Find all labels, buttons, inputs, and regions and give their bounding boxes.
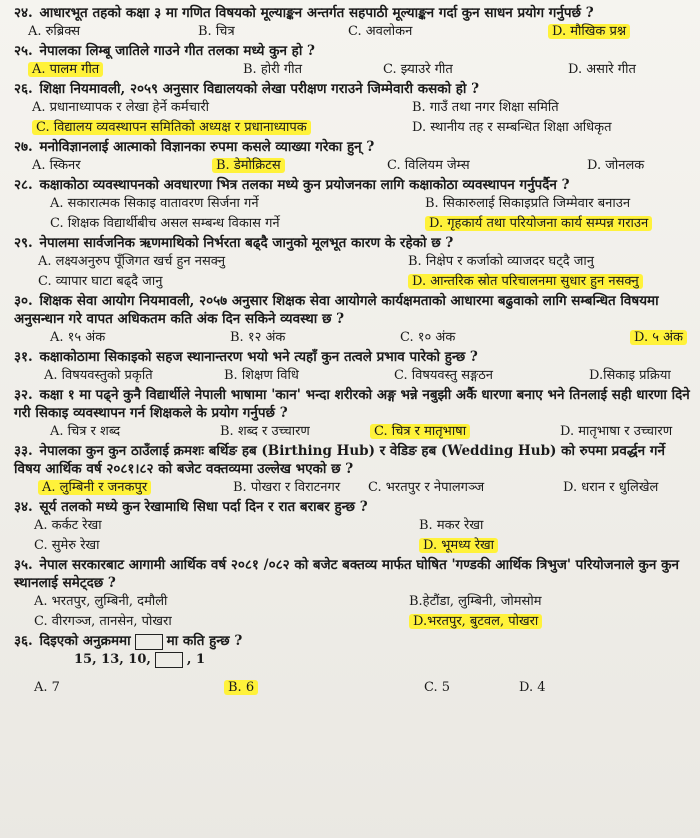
option-a[interactable]: A. लक्ष्यअनुरुप पूँजिगत खर्च हुन नसक्नु [38,254,226,269]
option-b-answer[interactable] [224,678,424,698]
option-c[interactable]: C. शिक्षक विद्यार्थीबीच असल सम्बन्ध विकास गर्ने [50,216,280,231]
answer-highlight: D. भूमध्य रेखा [419,538,498,553]
option-b[interactable]: B. सिकारुलाई सिकाइप्रति जिम्मेवार बनाउन [425,196,631,211]
option-c[interactable]: C. अवलोकन [348,24,413,39]
option-c[interactable]: C. सुमेरु रेखा [34,538,100,553]
option-d-answer[interactable] [548,22,700,42]
question-number: ३०. [14,293,33,309]
option-d[interactable]: D. 4 [519,680,546,695]
option-a[interactable]: A. भरतपुर, लुम्बिनी, दमौली [34,594,168,609]
question-number: ३२. [14,387,33,403]
question-number: ३५. [14,557,33,573]
option-b[interactable]: B. पोखरा र विराटनगर [233,480,341,495]
blank-box [135,634,163,650]
question-number: २५. [14,43,33,59]
answer-highlight: D. मौखिक प्रश्न [548,24,630,39]
answer-highlight: A. पालम गीत [28,62,103,77]
option-b[interactable]: B. गाउँ तथा नगर शिक्षा समिति [412,100,559,115]
option-b[interactable]: B.हेटौंडा, लुम्बिनी, जोमसोम [409,594,542,609]
question-30 [14,292,690,348]
option-a[interactable]: A. प्रधानाध्यापक र लेखा हेर्ने कर्मचारी [32,100,210,115]
option-d-answer[interactable] [425,214,700,234]
option-a[interactable]: A. सकारात्मक सिकाइ वातावरण सिर्जना गर्ने [50,196,259,211]
answer-highlight: D. गृहकार्य तथा परियोजना कार्य सम्पन्न गराउन [425,216,652,231]
option-d-answer[interactable] [419,536,700,556]
question-24 [14,4,690,42]
question-26 [14,80,690,138]
option-a[interactable]: A. कर्कट रेखा [34,518,102,533]
answer-highlight: C. चित्र र मातृभाषा [370,424,470,439]
question-text: नेपाल सरकारबाट आगामी आर्थिक वर्ष २०८१ /०८२ को बजेट बक्तव्य मार्फत घोषित 'गण्डकी आर्थिक त्रिभुज' परियोजनाले कुन कुन स्थानलाई समेट्दछ ? [14,557,679,591]
option-b[interactable]: B. शब्द र उच्चारण [220,424,310,439]
answer-highlight: B. 6 [224,680,258,695]
option-d-answer[interactable] [408,272,700,292]
option-b[interactable]: B. होरी गीत [243,62,303,77]
number-sequence [14,650,690,670]
question-text: आधारभूत तहको कक्षा ३ मा गणित विषयको मूल्याङ्कन अन्तर्गत सहपाठी मूल्याङ्कन गर्दा कुन साधन प्रयोग गर्नुपर्छ ? [39,5,594,21]
question-text: मनोविज्ञानलाई आत्माको विज्ञानका रुपमा कसले व्याख्या गरेका हुन् ? [39,139,375,155]
question-number: २७. [14,139,33,155]
option-c[interactable]: C. भरतपुर र नेपालगञ्ज [368,480,485,495]
question-text-before: दिइएको अनुक्रममा [39,633,131,649]
option-c[interactable]: C. 5 [424,680,451,695]
answer-highlight: A. लुम्बिनी र जनकपुर [38,480,151,495]
option-b[interactable]: B. निक्षेप र कर्जाको व्याजदर घट्दै जानु [408,254,595,269]
question-36 [14,632,690,698]
option-b[interactable]: B. चित्र [198,24,235,39]
option-d[interactable]: D. जोनलक [587,158,645,173]
question-35 [14,556,690,632]
question-number: २८. [14,177,33,193]
question-34 [14,498,690,556]
option-c[interactable]: C. वीरगञ्ज, तानसेन, पोखरा [34,614,172,629]
option-d[interactable]: D. धरान र धुलिखेल [563,480,659,495]
question-number: २४. [14,5,33,21]
question-text: कक्षा १ मा पढ्ने कुनै विद्यार्थीले नेपाली भाषामा 'कान' भन्दा शरीरको अङ्ग भन्ने नबुझी अर्कै धारणा बनाए भने तिनलाई सही धारणा दिने गरी सिकाइ व्यवस्थापन गर्न शिक्षकले के प्रयोग गर्नुपर्छ ? [14,387,690,421]
option-b[interactable]: B. मकर रेखा [419,518,484,533]
option-d-answer[interactable] [630,328,700,348]
option-a[interactable]: A. रुब्रिक्स [28,24,81,39]
option-d[interactable]: D. मातृभाषा र उच्चारण [560,424,673,439]
question-31 [14,348,690,386]
blank-box [155,652,183,668]
question-text: नेपालमा सार्वजनिक ऋणमाथिको निर्भरता बढ्दै जानुको मूलभूत कारण के रहेको छ ? [39,235,454,251]
option-d[interactable]: D. स्थानीय तह र सम्बन्धित शिक्षा अधिकृत [412,120,612,135]
option-a[interactable]: A. १५ अंक [50,330,106,345]
answer-highlight: D.भरतपुर, बुटवल, पोखरा [409,614,542,629]
option-a-answer[interactable] [38,478,233,498]
question-number: ३४. [14,499,33,515]
option-d[interactable]: D.सिकाइ प्रक्रिया [589,368,671,383]
question-text: कक्षाकोठा व्यवस्थापनको अवधारणा भित्र तलका मध्ये कुन प्रयोजनका लागि कक्षाकोठा व्यवस्थापन गर्नुपर्दैन ? [39,177,570,193]
question-number: ३१. [14,349,33,365]
option-a-answer[interactable] [28,60,243,80]
option-d[interactable]: D. असारे गीत [568,62,636,77]
option-a[interactable]: A. विषयवस्तुको प्रकृति [44,368,153,383]
option-c[interactable]: C. व्यापार घाटा बढ्दै जानु [38,274,163,289]
answer-highlight: C. विद्यालय व्यवस्थापन समितिको अध्यक्ष र प्रधानाध्यापक [32,120,311,135]
question-25 [14,42,690,80]
sequence-after: , 1 [186,652,206,667]
question-33 [14,442,690,498]
question-number: २६. [14,81,33,97]
question-text: सूर्य तलको मध्ये कुन रेखामाथि सिधा पर्दा दिन र रात बराबर हुन्छ ? [39,499,368,515]
answer-highlight: D. आन्तरिक स्रोत परिचालनमा सुधार हुन नसक्नु [408,274,643,289]
option-b[interactable]: B. १२ अंक [230,330,286,345]
question-text: नेपालका लिम्बू जातिले गाउने गीत तलका मध्ये कुन हो ? [39,43,315,59]
option-c[interactable]: C. झ्याउरे गीत [383,62,453,77]
question-29 [14,234,690,292]
answer-highlight: D. ५ अंक [630,330,687,345]
option-a[interactable]: A. स्किनर [32,158,81,173]
question-number: ३३. [14,443,33,459]
question-text-after: मा कति हुन्छ ? [166,633,243,649]
question-28 [14,176,690,234]
sequence-before: 15, 13, 10, [74,652,151,667]
question-32 [14,386,690,442]
question-text: नेपालका कुन कुन ठाउँलाई क्रमशः बर्थिङ हब (Birthing Hub) र वेडिङ हब (Wedding Hub) को रुपमा प्रवर्द्धन गर्ने विषय आर्थिक वर्ष २०८१।८२ को बजेट वक्तव्यमा उल्लेख भएको छ ? [14,443,665,477]
question-number: २९. [14,235,33,251]
option-c-answer[interactable] [370,422,560,442]
option-b[interactable]: B. शिक्षण विधि [224,368,299,383]
option-d-answer[interactable] [409,612,700,632]
question-text: शिक्षक सेवा आयोग नियमावली, २०५७ अनुसार शिक्षक सेवा आयोगले कार्यक्षमताको आधारमा बढुवाको लागि सम्बन्धित विषयमा अनुसन्धान गरे वापत अधिकतम कति अंक दिन सकिने व्यवस्था छ ? [14,293,659,327]
option-b-answer[interactable] [212,156,387,176]
option-c[interactable]: C. विषयवस्तु सङ्गठन [394,368,494,383]
question-number: ३६. [14,633,33,649]
option-c[interactable]: C. १० अंक [400,330,456,345]
question-27 [14,138,690,176]
option-c-answer[interactable] [32,118,412,138]
option-a[interactable]: A. चित्र र शब्द [50,424,121,439]
question-text: शिक्षा नियमावली, २०५९ अनुसार विद्यालयको लेखा परीक्षण गराउने जिम्मेवारी कसको हो ? [39,81,480,97]
question-text: कक्षाकोठामा सिकाइको सहज स्थानान्तरण भयो भने त्यहाँ कुन तत्वले प्रभाव पारेको हुन्छ ? [39,349,478,365]
option-c[interactable]: C. विलियम जेम्स [387,158,470,173]
option-a[interactable]: A. 7 [34,680,60,695]
answer-highlight: B. डेमोक्रिटस [212,158,285,173]
